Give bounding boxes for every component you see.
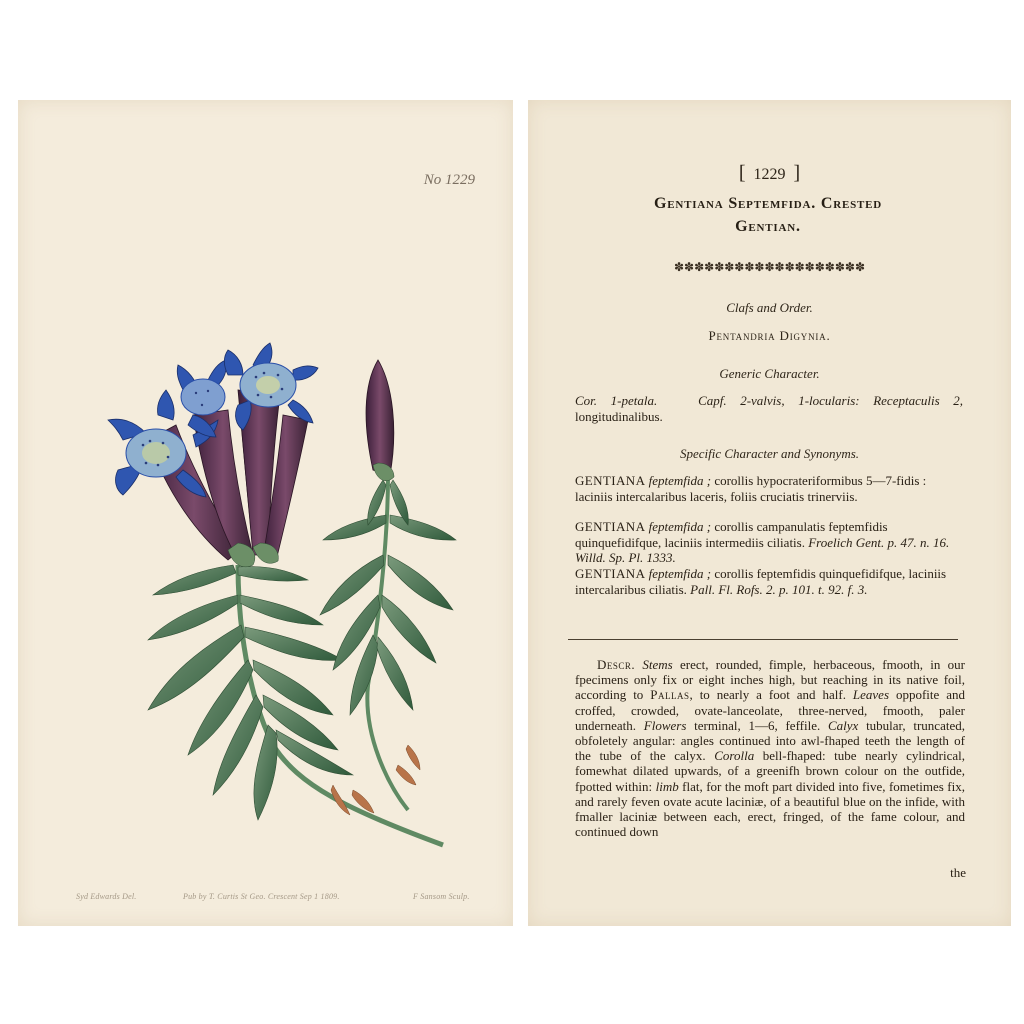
description-run: Calyx — [827, 717, 859, 733]
description-run: terminal, 1—6, feffile. — [686, 717, 828, 733]
generic-receptacle: Receptaculis 2, — [873, 393, 963, 408]
synonym-reference: Froelich Gent. p. 47. n. 16. Willd. Sp. Pl. 1333. — [575, 534, 950, 565]
synonym-2 — [575, 519, 965, 566]
description-body — [575, 657, 965, 839]
description-run: bell-fhaped: tube nearly cylindrical, fomewhat dilated upwards, of a greenifh brown colour on the outfide, fpotted within: — [575, 748, 965, 794]
synonym-text: corollis campanulatis feptemfidis quinquefidifque, laciniis intermediis ciliatis. — [575, 519, 888, 550]
ornament-divider: ✽✽✽✽✽✽✽✽✽✽✽✽✽✽✽✽✽✽✽ — [673, 260, 866, 274]
gentian-illustration — [88, 265, 458, 855]
page-title — [568, 192, 968, 238]
catchword: the — [950, 865, 966, 880]
description-run: , to nearly a foot and half. — [689, 687, 853, 703]
description-run: Stems — [642, 657, 673, 672]
description-run: Leaves — [852, 687, 890, 703]
imprint-publisher: Pub by T. Curtis St Geo. Crescent Sep 1 1809. — [183, 892, 340, 901]
synonym-text: corollis feptemfidis quinquefidifque, laciniis intercalaribus ciliatis. — [575, 566, 947, 597]
plate-number: No 1229 — [423, 172, 475, 188]
synonym-reference: Pall. Fl. Rofs. 2. p. 101. t. 92. f. 3. — [690, 581, 868, 597]
description-run: tubular, truncated, obfoletely angular: angles continued into awl-fhaped teeth the length of the tube of the calyx. — [575, 717, 965, 764]
synonym-genus: GENTIANA — [575, 519, 646, 534]
description-run: Pallas — [650, 687, 690, 703]
description-paragraph — [575, 657, 965, 839]
description-run: limb — [655, 778, 679, 794]
description-label: Descr. — [597, 657, 636, 672]
title-line-1: Gentiana Septemfida. Crested — [653, 195, 883, 212]
synonym-genus: GENTIANA — [575, 566, 646, 581]
synonym-species: feptemfida ; — [648, 519, 712, 534]
class-value: Pentandria Digynia. — [708, 328, 831, 343]
bracket-close: ] — [793, 162, 801, 184]
imprint-artist: Syd Edwards Del. — [76, 892, 137, 901]
description-run: flat, for the moft part divided into five, fometimes fix, and rarely feven ovate acute laciniæ, of a beautiful blue on the infide, with fmaller laciniæ between each, erect, fringed, of the fame colour, and continued down — [575, 778, 965, 840]
reference-number: 1229 — [753, 166, 786, 183]
plate-page — [18, 100, 513, 926]
synonym-genus: GENTIANA — [575, 473, 646, 488]
generic-character — [575, 393, 963, 424]
synonym-species: feptemfida ; — [648, 566, 712, 581]
description-run: oppofite and croffed, crowded, ovate-lanceolate, three-nerved, fmooth, paler underneath. — [575, 687, 965, 733]
description-run: erect, rounded, fimple, herbaceous, fmooth, in our fpecimens only fix or eight inches high, but reaching in its native foil, according to — [575, 657, 965, 703]
text-page — [528, 100, 1011, 926]
synonym-species: feptemfida ; — [648, 473, 712, 488]
generic-corolla: Cor. 1-petala. — [575, 393, 658, 408]
imprint-engraver: F Sansom Sculp. — [413, 892, 470, 901]
synonym-1 — [575, 473, 965, 504]
generic-receptacle-form: longitudinalibus. — [575, 408, 663, 424]
description-run: Flowers — [643, 717, 687, 733]
section-rule — [568, 639, 958, 640]
synonym-3 — [575, 566, 965, 597]
specific-heading: Specific Character and Synonyms. — [679, 446, 860, 461]
synonym-text: corollis hypocrateriformibus 5—7-fidis : laciniis intercalaribus laceris, foliis cruciatis trinerviis. — [575, 473, 927, 504]
bracket-open: [ — [738, 162, 746, 184]
class-heading: Clafs and Order. — [726, 300, 813, 315]
title-line-2: Gentian. — [735, 218, 801, 235]
generic-capsule: Capf. 2-valvis, 1-locularis: — [698, 393, 860, 408]
description-run: Corolla — [714, 748, 755, 764]
generic-heading: Generic Character. — [719, 366, 820, 381]
page-reference — [528, 162, 1011, 185]
